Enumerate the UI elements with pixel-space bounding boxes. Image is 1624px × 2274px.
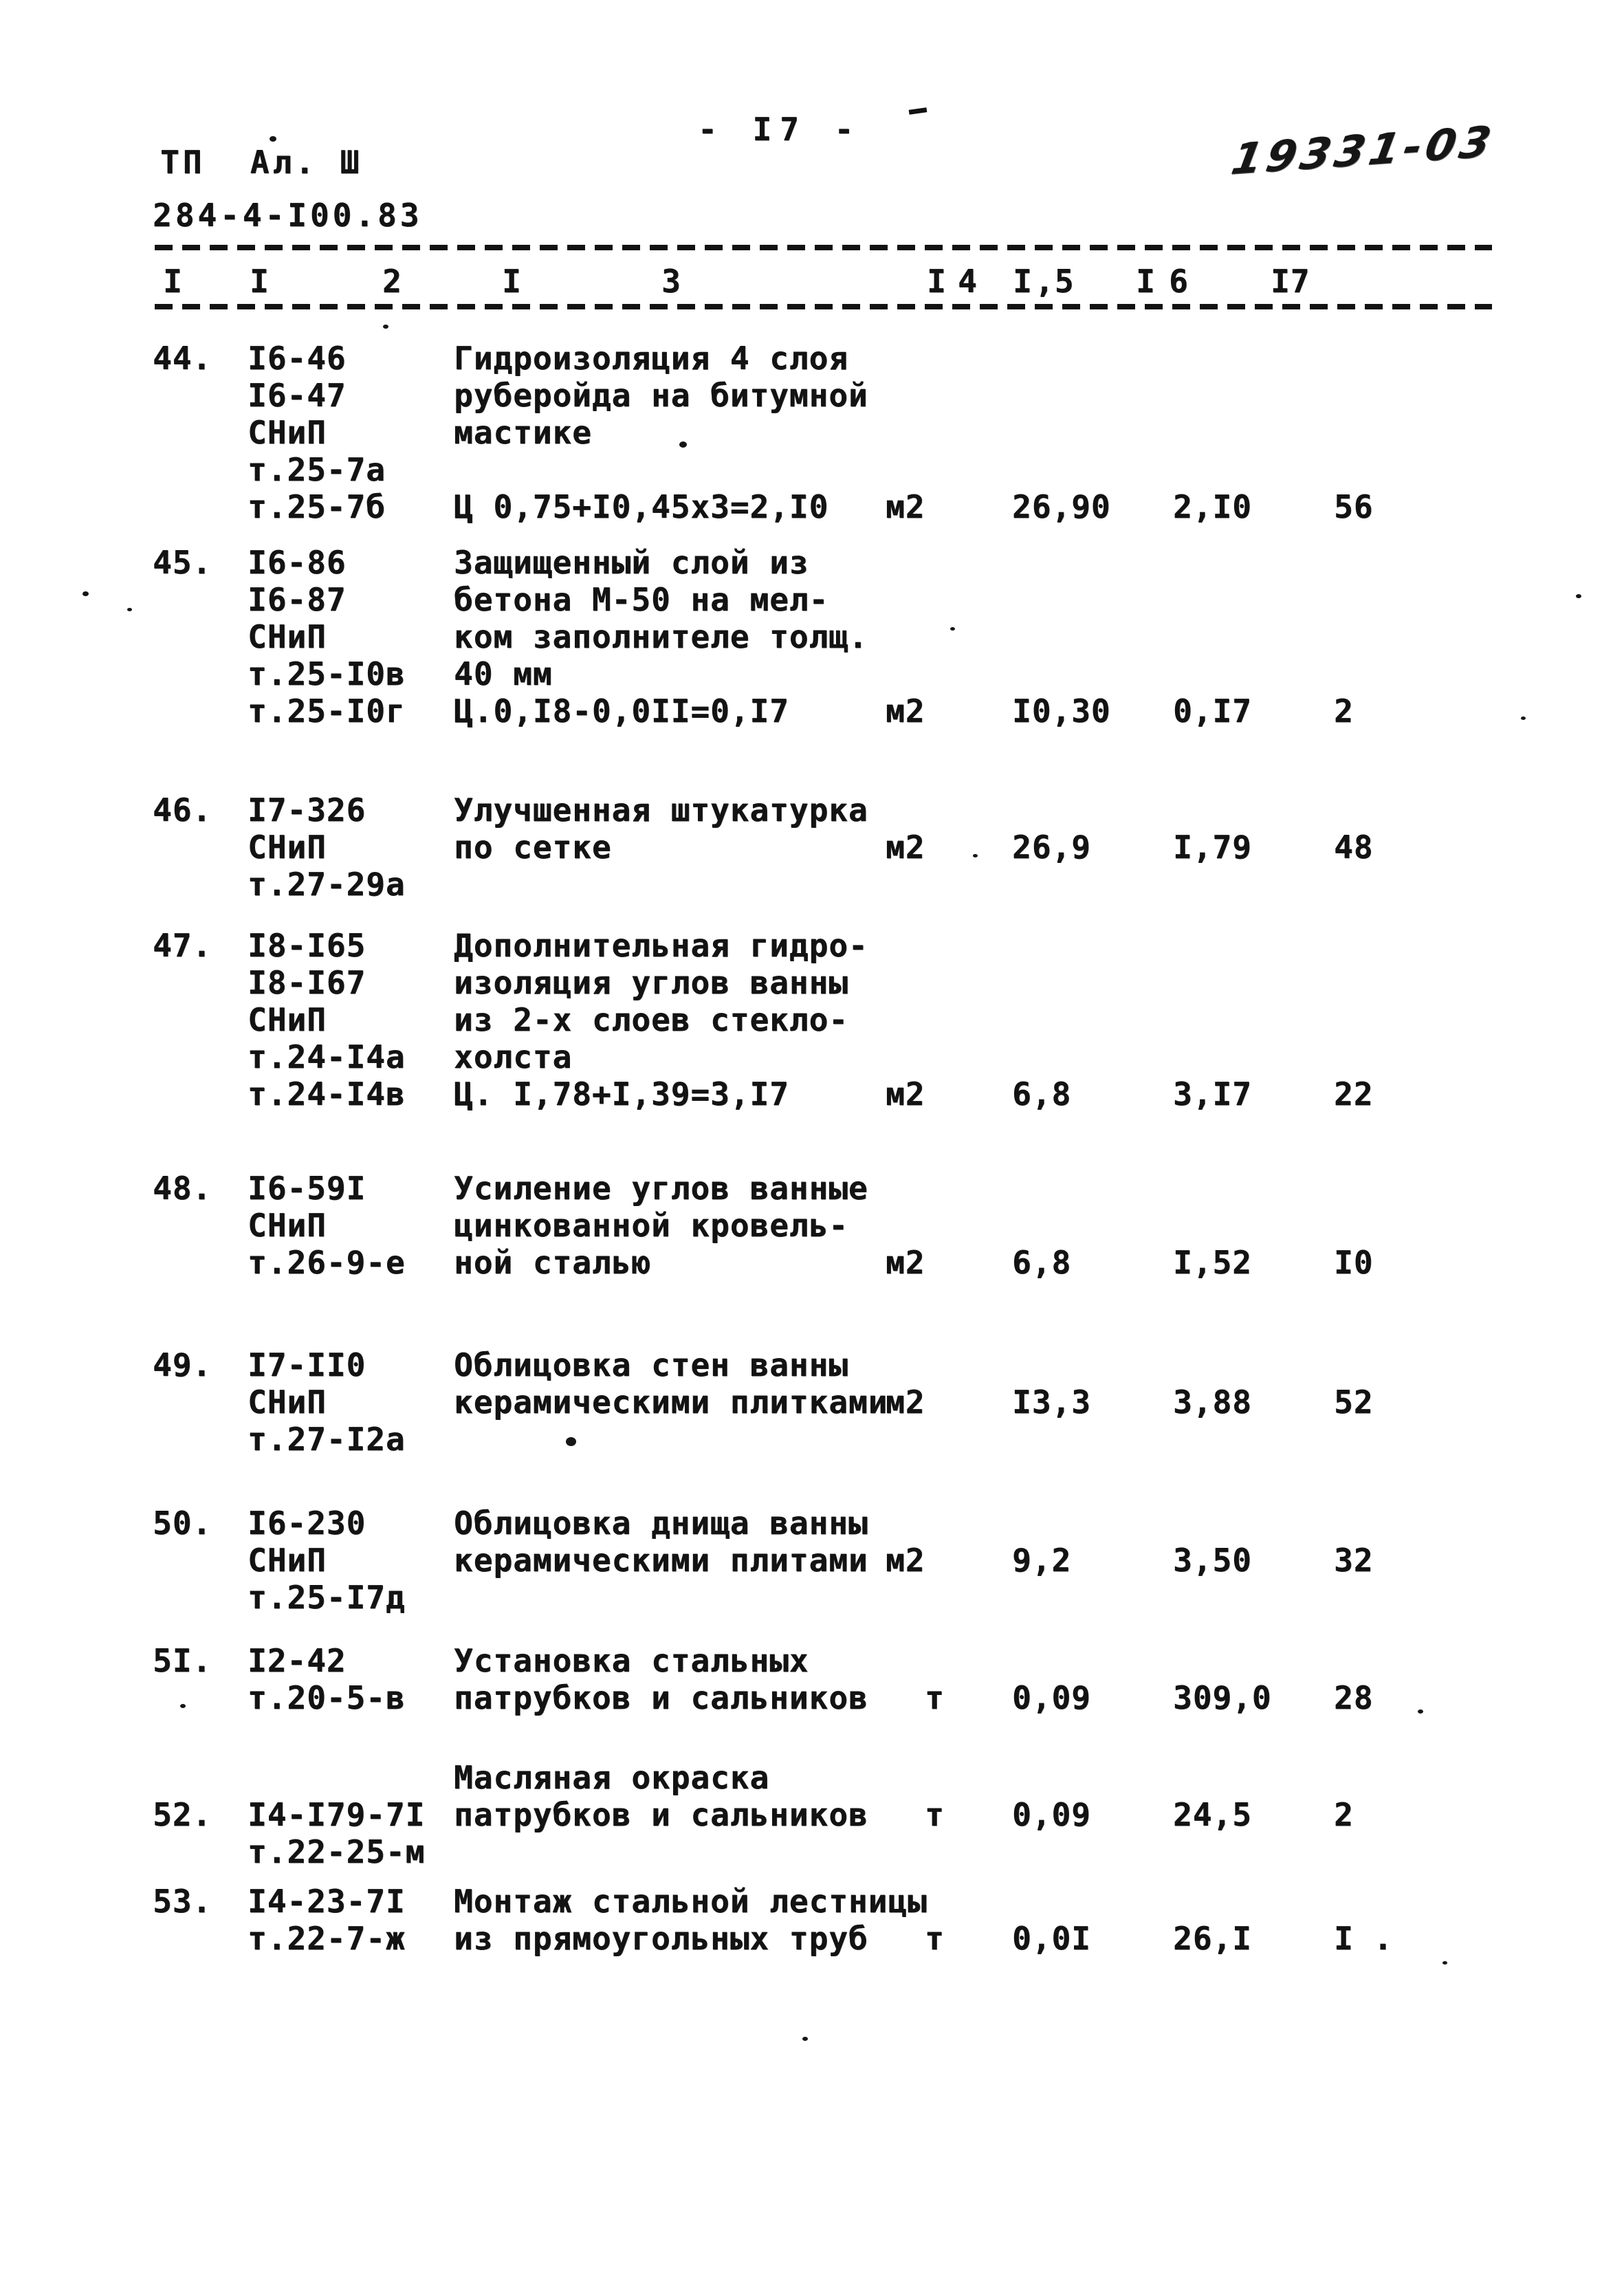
ink-speck [973,854,978,857]
column-header-cell: ,5 [1035,263,1075,300]
dashed-rule-bottom [155,304,1492,309]
row-number: 46. [153,791,212,829]
ink-speck [679,441,687,448]
count-cell: 2 [1334,1796,1354,1833]
code-cell: СНиП [248,1384,327,1421]
quantity-cell: I3,3 [1012,1384,1091,1421]
code-cell: I6-230 [248,1505,366,1542]
column-header-cell: I [163,263,183,300]
description-cell: Защищенный слой из [454,544,809,581]
code-cell: СНиП [248,1207,327,1244]
quantity-cell: 0,09 [1012,1679,1091,1716]
unit-cell: м2 [886,692,925,730]
description-cell: ком заполнителе толщ. [454,618,868,655]
quantity-cell: I0,30 [1012,692,1111,730]
ink-speck [566,1437,576,1446]
description-cell: цинкованной кровель- [454,1207,848,1244]
price-cell: I,79 [1173,829,1252,866]
row-number: 45. [153,544,212,581]
column-header-cell: I [1013,263,1033,300]
description-cell: Дополнительная гидро- [454,927,868,964]
code-cell: I6-87 [248,581,347,618]
description-cell: 40 мм [454,655,553,692]
description-cell: из прямоугольных труб [454,1920,868,1957]
column-header-cell: I [927,263,947,300]
code-cell: т.25-I0г [248,692,406,730]
code-cell: I6-46 [248,340,347,377]
count-cell: 32 [1334,1542,1374,1579]
column-header-cell: 2 [382,263,402,300]
doc-ref-number: 284-4-I00.83 [153,197,423,234]
code-cell: I6-59I [248,1170,366,1207]
row-number: 48. [153,1170,212,1207]
description-cell: Масляная окраска [454,1759,770,1796]
description-cell: холста [454,1038,573,1075]
description-cell: Улучшенная штукатурка [454,791,868,829]
code-cell: СНиП [248,829,327,866]
row-number: 44. [153,340,212,377]
count-cell: I . [1334,1920,1394,1957]
unit-cell: м2 [886,1384,925,1421]
row-number: 50. [153,1505,212,1542]
row-number: 53. [153,1883,212,1920]
code-cell: I4-I79-7I [248,1796,426,1833]
count-cell: 48 [1334,829,1374,866]
quantity-cell: 26,90 [1012,488,1111,525]
count-cell: 52 [1334,1384,1374,1421]
unit-cell: т [925,1920,945,1957]
description-cell: патрубков и сальников [454,1679,868,1716]
code-cell: I7-326 [248,791,366,829]
column-header-cell: I [502,263,522,300]
code-cell: I7-II0 [248,1346,366,1384]
count-cell: 56 [1334,488,1374,525]
code-cell: т.24-I4а [248,1038,406,1075]
code-cell: СНиП [248,1542,327,1579]
count-cell: I0 [1334,1244,1374,1281]
quantity-cell: 6,8 [1012,1075,1072,1113]
ink-speck [1576,594,1581,598]
description-cell: ной сталью [454,1244,651,1281]
price-cell: 0,I7 [1173,692,1252,730]
row-number: 5I. [153,1642,212,1679]
unit-cell: м2 [886,1244,925,1281]
column-header-cell: 4 [958,263,978,300]
column-header-cell: I [1136,263,1156,300]
description-cell: по сетке [454,829,612,866]
code-cell: т.25-I0в [248,655,406,692]
quantity-cell: 9,2 [1012,1542,1072,1579]
ink-speck [270,136,276,142]
unit-cell: т [925,1796,945,1833]
column-header-cell: I7 [1271,263,1310,300]
ink-speck [383,325,388,329]
column-header-cell: 6 [1169,263,1189,300]
description-cell: Ц. I,78+I,39=3,I7 [454,1075,789,1113]
code-cell: т.26-9-е [248,1244,406,1281]
code-cell: СНиП [248,414,327,451]
quantity-cell: 6,8 [1012,1244,1072,1281]
description-cell: мастике [454,414,592,451]
price-cell: 309,0 [1173,1679,1272,1716]
row-number: 49. [153,1346,212,1384]
code-cell: т.27-29а [248,866,406,903]
column-header-cell: I [250,263,270,300]
price-cell: 24,5 [1173,1796,1252,1833]
ink-speck [127,608,132,611]
row-number: 47. [153,927,212,964]
ink-speck [802,2037,808,2041]
description-cell: керамическими плитами [454,1542,868,1579]
quantity-cell: 0,0I [1012,1920,1091,1957]
ink-speck [83,591,89,596]
count-cell: 2 [1334,692,1354,730]
code-cell: I6-47 [248,377,347,414]
description-cell: изоляция углов ванны [454,964,848,1001]
quantity-cell: 26,9 [1012,829,1091,866]
price-cell: 3,50 [1173,1542,1252,1579]
count-cell: 22 [1334,1075,1374,1113]
code-cell: I8-I65 [248,927,366,964]
price-cell: I,52 [1173,1244,1252,1281]
price-cell: 2,I0 [1173,488,1252,525]
price-cell: 3,I7 [1173,1075,1252,1113]
description-cell: патрубков и сальников [454,1796,868,1833]
unit-cell: т [925,1679,945,1716]
ink-speck [950,627,955,631]
dashed-rule-top [155,245,1492,250]
description-cell: из 2-х слоев стекло- [454,1001,848,1038]
code-cell: I6-86 [248,544,347,581]
code-cell: СНиП [248,618,327,655]
code-cell: т.24-I4в [248,1075,406,1113]
description-cell: Установка стальных [454,1642,809,1679]
description-cell: Облицовка днища ванны [454,1505,868,1542]
description-cell: Ц.0,I8-0,0II=0,I7 [454,692,789,730]
code-cell: СНиП [248,1001,327,1038]
ink-speck [1442,1961,1447,1965]
code-cell: т.25-7б [248,488,386,525]
unit-cell: м2 [886,829,925,866]
code-cell: I8-I67 [248,964,366,1001]
code-cell: I2-42 [248,1642,347,1679]
unit-cell: м2 [886,1542,925,1579]
code-cell: т.25-7а [248,451,386,488]
quantity-cell: 0,09 [1012,1796,1091,1833]
code-cell: I4-23-7I [248,1883,406,1920]
description-cell: Усиление углов ванные [454,1170,868,1207]
price-cell: 26,I [1173,1920,1252,1957]
price-cell: 3,88 [1173,1384,1252,1421]
code-cell: т.22-25-м [248,1833,426,1870]
description-cell: Облицовка стен ванны [454,1346,848,1384]
ink-speck [1418,1709,1423,1714]
description-cell: бетона М-50 на мел- [454,581,829,618]
code-cell: т.27-I2а [248,1421,406,1458]
ink-speck [1521,717,1526,720]
pen-tick [909,107,928,115]
unit-cell: м2 [886,488,925,525]
code-cell: т.22-7-ж [248,1920,406,1957]
description-cell: руберойда на битумной [454,377,868,414]
description-cell: Гидроизоляция 4 слоя [454,340,848,377]
doc-ref-album: ТП Ал. Ш [160,144,363,181]
unit-cell: м2 [886,1075,925,1113]
code-cell: т.20-5-в [248,1679,406,1716]
column-header-cell: 3 [661,263,681,300]
page-number: - I7 - [698,111,862,148]
description-cell: Монтаж стальной лестницы [454,1883,928,1920]
description-cell: керамическими плитками [454,1384,888,1421]
handwritten-stamp: 19331-03 [1227,116,1500,185]
description-cell: Ц 0,75+I0,45х3=2,I0 [454,488,829,525]
code-cell: т.25-I7д [248,1579,406,1616]
row-number: 52. [153,1796,212,1833]
ink-speck [180,1704,186,1708]
count-cell: 28 [1334,1679,1374,1716]
